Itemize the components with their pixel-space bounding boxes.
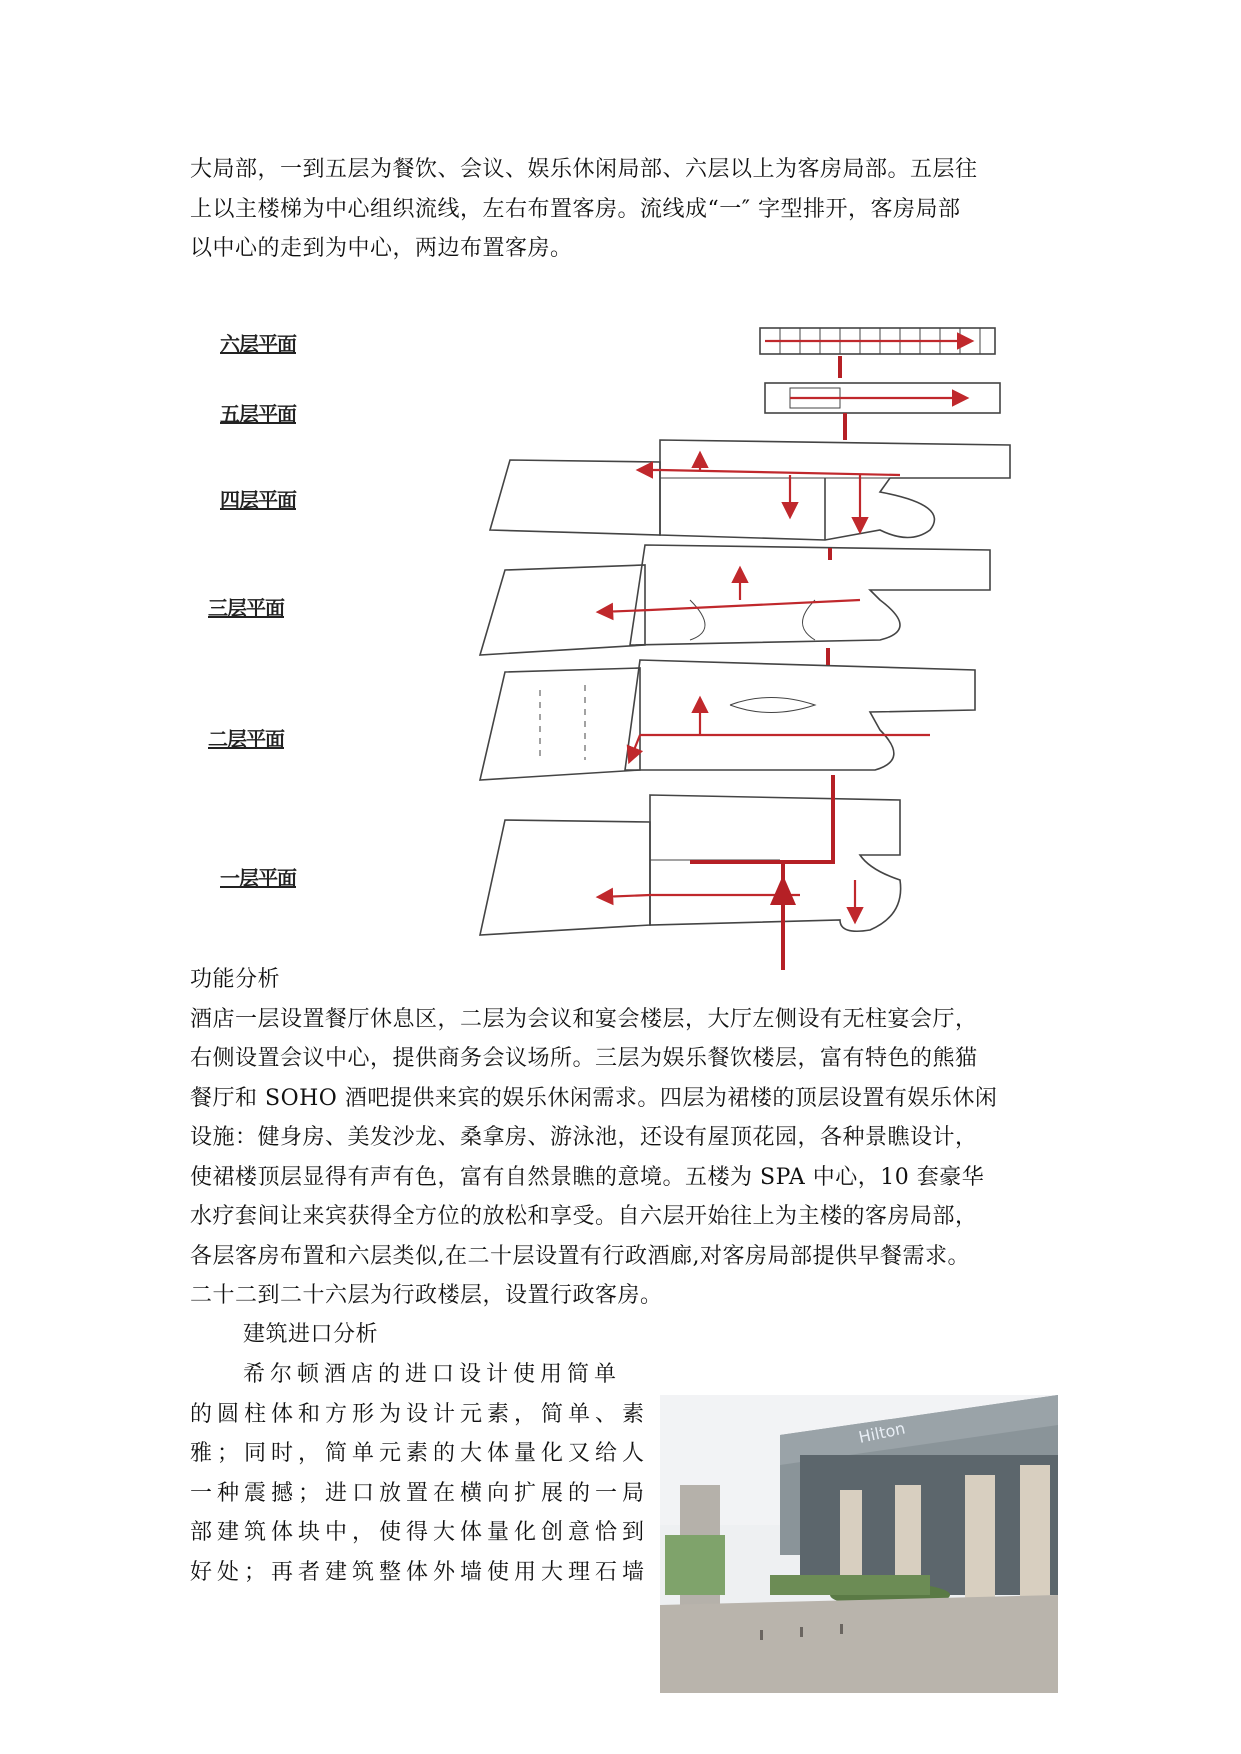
function-line: 右侧设置会议中心，提供商务会议场所。三层为娱乐餐饮楼层，富有特色的熊猫 [190, 1046, 978, 1071]
intro-paragraph [190, 150, 1052, 269]
hotel-entrance-photo [660, 1395, 1058, 1693]
function-line: 设施：健身房、美发沙龙、桑拿房、游泳池，还设有屋顶花园，各种景瞧设计， [190, 1125, 978, 1150]
function-analysis [190, 960, 1052, 1316]
function-line: 水疗套间让来宾获得全方位的放松和享受。自六层开始往上为主楼的客房局部， [190, 1204, 978, 1229]
entrance-line: 一种震撼；进口放置在横向扩展的一局 [190, 1480, 650, 1506]
entrance-line: 雅；同时，简单元素的大体量化又给人 [190, 1441, 650, 1466]
section-heading: 功能分析 [190, 967, 281, 992]
function-line: 餐厅和 SOHO 酒吧提供来宾的娱乐休闲需求。四层为裙楼的顶层设置有娱乐休闲 [190, 1085, 998, 1111]
intro-line: 大局部，一到五层为餐饮、会议、娱乐休闲局部、六层以上为客房局部。五层往 [190, 157, 978, 182]
entrance-line: 部建筑体块中，使得大体量化创意恰到 [190, 1520, 650, 1545]
floor-label-6: 六层平面 [220, 332, 296, 356]
intro-line: 上以主楼梯为中心组织流线，左右布置客房。流线成“一″ 字型排开，客房局部 [190, 196, 961, 222]
floor-label-1: 一层平面 [220, 866, 296, 890]
section-heading: 建筑进口分析 [243, 1322, 379, 1347]
intro-line: 以中心的走到为中心，两边布置客房。 [190, 236, 573, 261]
entrance-heading-block [243, 1315, 643, 1355]
function-line: 使裙楼顶层显得有声有色，富有自然景瞧的意境。五楼为 SPA 中心，10 套豪华 [190, 1164, 985, 1190]
floor-label-2: 二层平面 [208, 727, 284, 751]
floor-plan-diagram [460, 310, 1020, 970]
function-line: 各层客房布置和六层类似,在二十层设置有行政酒廊,对客房局部提供早餐需求。 [190, 1243, 970, 1269]
entrance-paragraph [190, 1355, 650, 1592]
function-line: 酒店一层设置餐厅休息区，二层为会议和宴会楼层，大厅左侧设有无柱宴会厅， [190, 1006, 978, 1032]
floor-label-4: 四层平面 [220, 488, 296, 512]
function-line: 二十二到二十六层为行政楼层，设置行政客房。 [190, 1283, 663, 1308]
entrance-line: 的圆柱体和方形为设计元素，简单、素 [190, 1401, 650, 1427]
svg-text:Hilton: Hilton [856, 1418, 907, 1447]
entrance-line: 希尔顿酒店的进口设计使用简单 [243, 1362, 622, 1387]
floor-label-5: 五层平面 [220, 402, 296, 426]
entrance-line: 好处；再者建筑整体外墙使用大理石墙 [190, 1559, 650, 1585]
floor-label-3: 三层平面 [208, 596, 284, 620]
